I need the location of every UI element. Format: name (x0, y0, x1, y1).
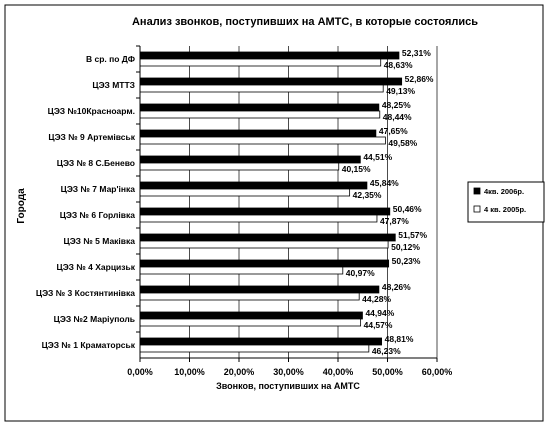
data-label-2005: 48,44% (382, 112, 412, 122)
data-label-2005: 44,28% (362, 294, 392, 304)
bar-series-2006 (140, 312, 362, 319)
data-label-2005: 40,15% (341, 164, 371, 174)
x-tick-label: 40,00% (322, 367, 354, 377)
category-label: ЦЭЗ № 4 Харцизьк (56, 262, 135, 272)
legend (468, 182, 544, 222)
bar-series-2005 (140, 215, 377, 222)
category-label: ЦЭЗ № 1 Краматорськ (41, 340, 135, 350)
data-label-2006: 48,81% (384, 334, 414, 344)
x-tick-label: 60,00% (421, 367, 453, 377)
data-label-2005: 49,13% (386, 86, 416, 96)
category-label: ЦЭЗ МТТЗ (92, 80, 135, 90)
data-label-2005: 48,63% (383, 60, 413, 70)
bar-series-2005 (140, 345, 369, 352)
bar-series-2006 (140, 52, 399, 59)
data-label-2006: 48,25% (381, 100, 411, 110)
data-label-2005: 46,23% (371, 346, 401, 356)
bar-series-2005 (140, 293, 359, 300)
data-label-2006: 50,46% (392, 204, 422, 214)
bar-series-2006 (140, 156, 360, 163)
bar-series-2006 (140, 234, 395, 241)
bar-series-2005 (140, 319, 361, 326)
data-label-2006: 44,51% (363, 152, 393, 162)
category-label: ЦЭЗ № 3 Костянтинiвка (35, 288, 135, 298)
data-label-2005: 49,58% (388, 138, 418, 148)
data-label-2006: 44,94% (365, 308, 395, 318)
legend-label: 4кв. 2006р. (484, 187, 525, 196)
category-label: ЦЭЗ № 9 Артемiвськ (48, 132, 135, 142)
data-label-2005: 44,57% (363, 320, 393, 330)
legend-swatch (474, 188, 480, 194)
bar-series-2006 (140, 208, 390, 215)
y-axis-label: Города (16, 188, 27, 224)
x-tick-label: 30,00% (273, 367, 304, 377)
category-label: ЦЭЗ №10Краснoарм. (47, 106, 135, 116)
bar-series-2005 (140, 111, 380, 118)
bar-series-2005 (140, 163, 339, 170)
bar-series-2005 (140, 267, 343, 274)
bar-series-2005 (140, 241, 388, 248)
data-label-2006: 52,86% (404, 74, 434, 84)
bar-series-2006 (140, 130, 376, 137)
data-label-2006: 50,23% (391, 256, 421, 266)
category-label: В ср. по ДФ (85, 54, 135, 64)
bar-series-2006 (140, 104, 379, 111)
chart-title: Анализ звонков, поступивших на АМТС, в которые состоялись (131, 16, 479, 28)
bar-series-2006 (140, 78, 402, 85)
category-label: ЦЭЗ № 7 Мар'iнка (60, 184, 135, 194)
category-label: ЦЭЗ № 6 Горлiвка (59, 210, 135, 220)
legend-swatch (474, 206, 480, 212)
bar-series-2006 (140, 286, 379, 293)
data-label-2006: 52,31% (401, 48, 431, 58)
legend-label: 4 кв. 2005р. (484, 205, 527, 214)
x-tick-label: 50,00% (372, 367, 403, 377)
data-label-2005: 50,12% (391, 242, 420, 252)
data-label-2005: 47,87% (379, 216, 409, 226)
x-axis-label: Звонков, поступивших на АМТС (216, 381, 360, 391)
bar-series-2005 (140, 137, 385, 144)
x-tick-label: 10,00% (174, 367, 205, 377)
data-label-2006: 51,57% (398, 230, 428, 240)
data-label-2005: 40,97% (345, 268, 375, 278)
bar-series-2006 (140, 260, 389, 267)
category-label: ЦЭЗ № 5 Макiвка (63, 236, 135, 246)
data-label-2006: 48,26% (381, 282, 411, 292)
bar-series-2005 (140, 85, 383, 92)
data-label-2006: 45,84% (369, 178, 399, 188)
category-label: ЦЭЗ №2 Марiуполь (53, 314, 135, 324)
x-tick-label: 20,00% (223, 367, 255, 377)
data-label-2006: 47,65% (378, 126, 408, 136)
bar-series-2006 (140, 182, 367, 189)
data-label-2005: 42,35% (352, 190, 382, 200)
bar-series-2006 (140, 338, 382, 345)
bar-series-2005 (140, 59, 381, 66)
x-tick-label: 0,00% (127, 367, 153, 377)
bar-series-2005 (140, 189, 350, 196)
category-label: ЦЭЗ № 8 С.Бенево (56, 158, 135, 168)
